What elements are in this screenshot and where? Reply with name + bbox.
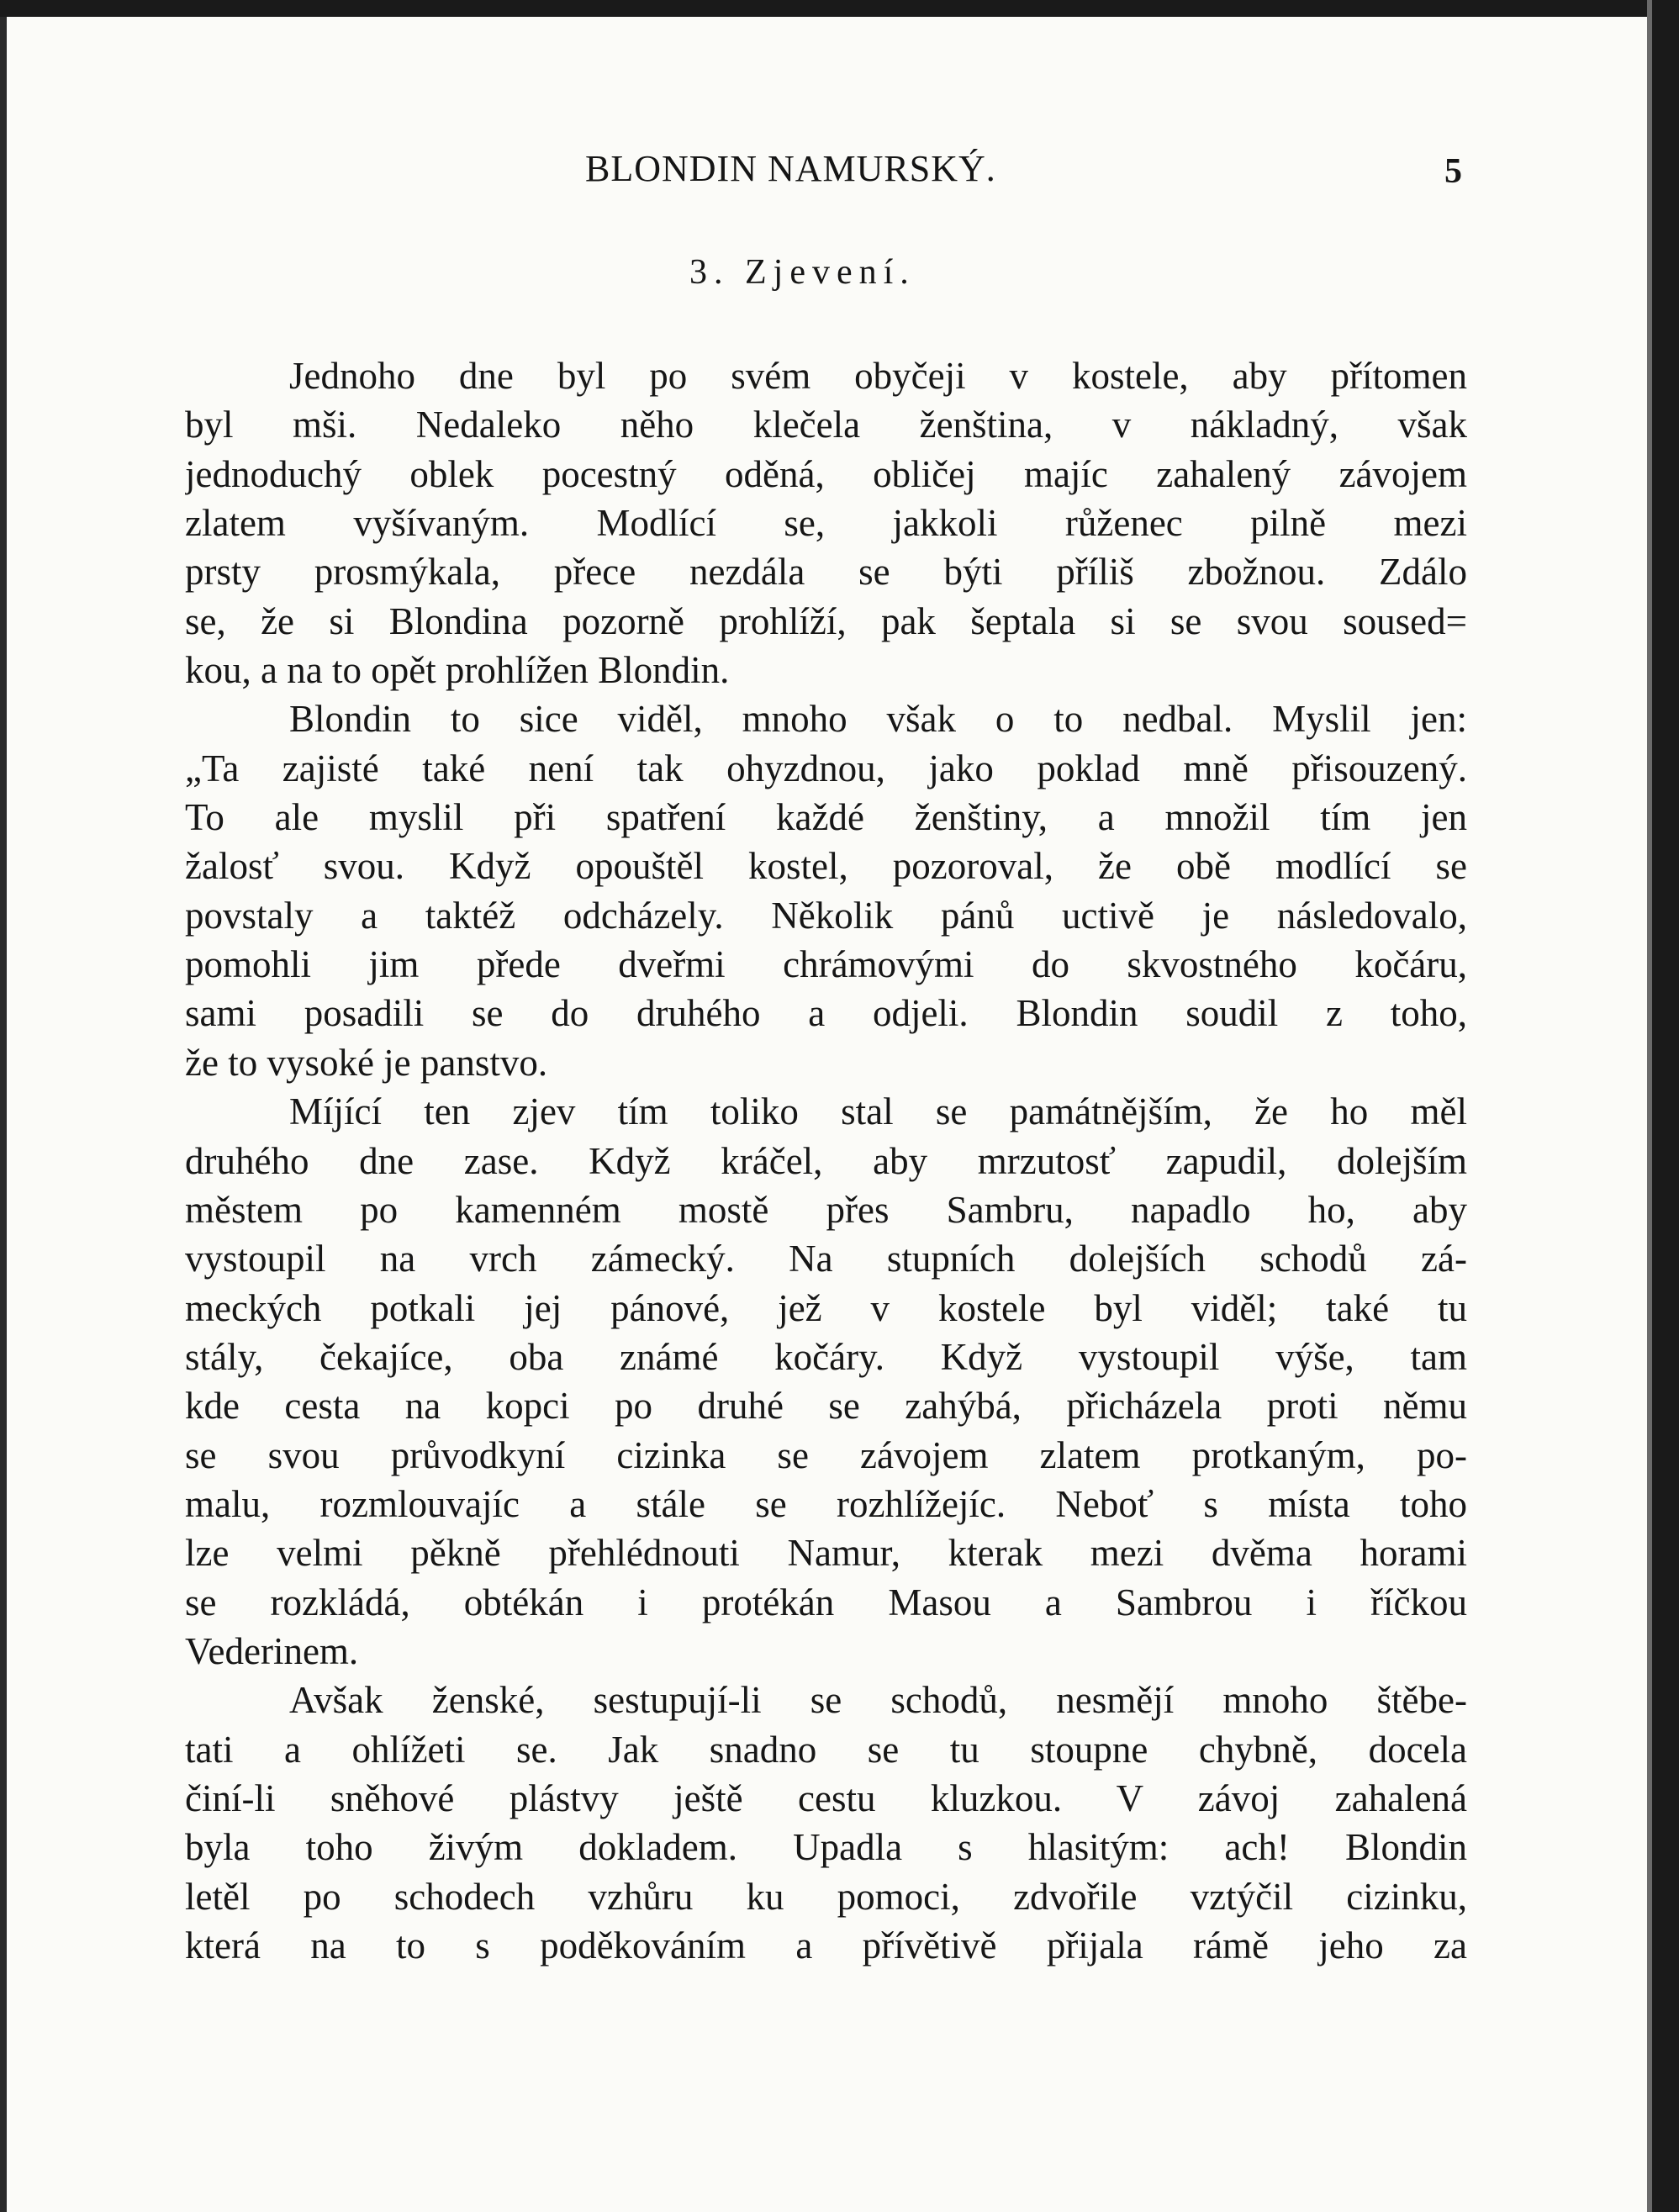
text-line: jednoduchý oblek pocestný oděná, obličej majíc zahalený závojem <box>185 452 1467 495</box>
text-line: Blondin to sice viděl, mnoho však o to nedbal. Myslil jen: <box>289 698 1467 741</box>
body-text <box>185 351 1467 1970</box>
text-line: kou, a na to opět prohlížen Blondin. <box>185 649 730 692</box>
text-line: která na to s poděkováním a přívětivě přijala rámě jeho za <box>185 1924 1467 1967</box>
running-head: BLONDIN NAMURSKÝ. <box>585 148 996 189</box>
text-line: se rozkládá, obtékán i protékán Masou a Sambrou i říčkou <box>185 1581 1467 1623</box>
text-line: malu, rozmlouvajíc a stále se rozhlížejíc. Neboť s místa toho <box>185 1482 1467 1525</box>
text-line: druhého dne zase. Když kráčel, aby mrzutosť zapudil, dolejším <box>185 1139 1467 1182</box>
text-line: meckých potkali jej pánové, jež v kostele byl viděl; také tu <box>185 1286 1467 1329</box>
text-line: Avšak ženské, sestupují-li se schodů, nesmějí mnoho štěbe- <box>289 1679 1467 1722</box>
text-line: Jednoho dne byl po svém obyčeji v kostele, aby přítomen <box>289 355 1467 397</box>
text-line: Vederinem. <box>185 1629 359 1672</box>
scan-edge-left <box>0 0 7 2212</box>
scan-edge-right <box>1652 0 1679 2212</box>
text-line: „Ta zajisté také není tak ohyzdnou, jako poklad mně přisouzený. <box>185 747 1467 789</box>
chapter-title: 3. Zjevení. <box>689 253 916 292</box>
text-line: zlatem vyšívaným. Modlící se, jakkoli růženec pilně mezi <box>185 502 1467 545</box>
text-line: žalosť svou. Když opouštěl kostel, pozoroval, že obě modlící se <box>185 845 1467 888</box>
scan-edge-top <box>0 0 1648 17</box>
text-line: povstaly a taktéž odcházely. Několik pánů uctivě je následovalo, <box>185 894 1467 937</box>
text-line: letěl po schodech vzhůru ku pomoci, zdvořile vztýčil cizinku, <box>185 1875 1467 1918</box>
page-number: 5 <box>1444 152 1462 191</box>
text-line: kde cesta na kopci po druhé se zahýbá, přicházela proti němu <box>185 1385 1467 1428</box>
text-line: činí-li sněhové plástvy ještě cestu kluzkou. V závoj zahalená <box>185 1776 1467 1819</box>
text-line: městem po kamenném mostě přes Sambru, napadlo ho, aby <box>185 1188 1467 1231</box>
text-line: se, že si Blondina pozorně prohlíží, pak šeptala si se svou soused= <box>185 599 1467 642</box>
text-line: že to vysoké je panstvo. <box>185 1041 548 1084</box>
text-line: Míjící ten zjev tím toliko stal se památnějším, že ho měl <box>289 1090 1467 1133</box>
text-line: sami posadili se do druhého a odjeli. Blondin soudil z toho, <box>185 992 1467 1035</box>
text-line: se svou průvodkyní cizinka se závojem zlatem protkaným, po- <box>185 1433 1467 1476</box>
text-line: pomohli jim přede dveřmi chrámovými do skvostného kočáru, <box>185 943 1467 986</box>
text-line: tati a ohlížeti se. Jak snadno se tu stoupne chybně, docela <box>185 1728 1467 1771</box>
text-line: vystoupil na vrch zámecký. Na stupních dolejších schodů zá- <box>185 1238 1467 1280</box>
text-line: prsty prosmýkala, přece nezdála se býti příliš zbožnou. Zdálo <box>185 551 1467 594</box>
text-line: byla toho živým dokladem. Upadla s hlasitým: ach! Blondin <box>185 1826 1467 1869</box>
text-line: lze velmi pěkně přehlédnouti Namur, kterak mezi dvěma horami <box>185 1532 1467 1575</box>
text-line: byl mši. Nedaleko něho klečela ženština, v nákladný, však <box>185 404 1467 446</box>
text-line: To ale myslil při spatření každé ženštiny, a množil tím jen <box>185 796 1467 839</box>
text-line: stály, čekajíce, oba známé kočáry. Když vystoupil výše, tam <box>185 1335 1467 1378</box>
